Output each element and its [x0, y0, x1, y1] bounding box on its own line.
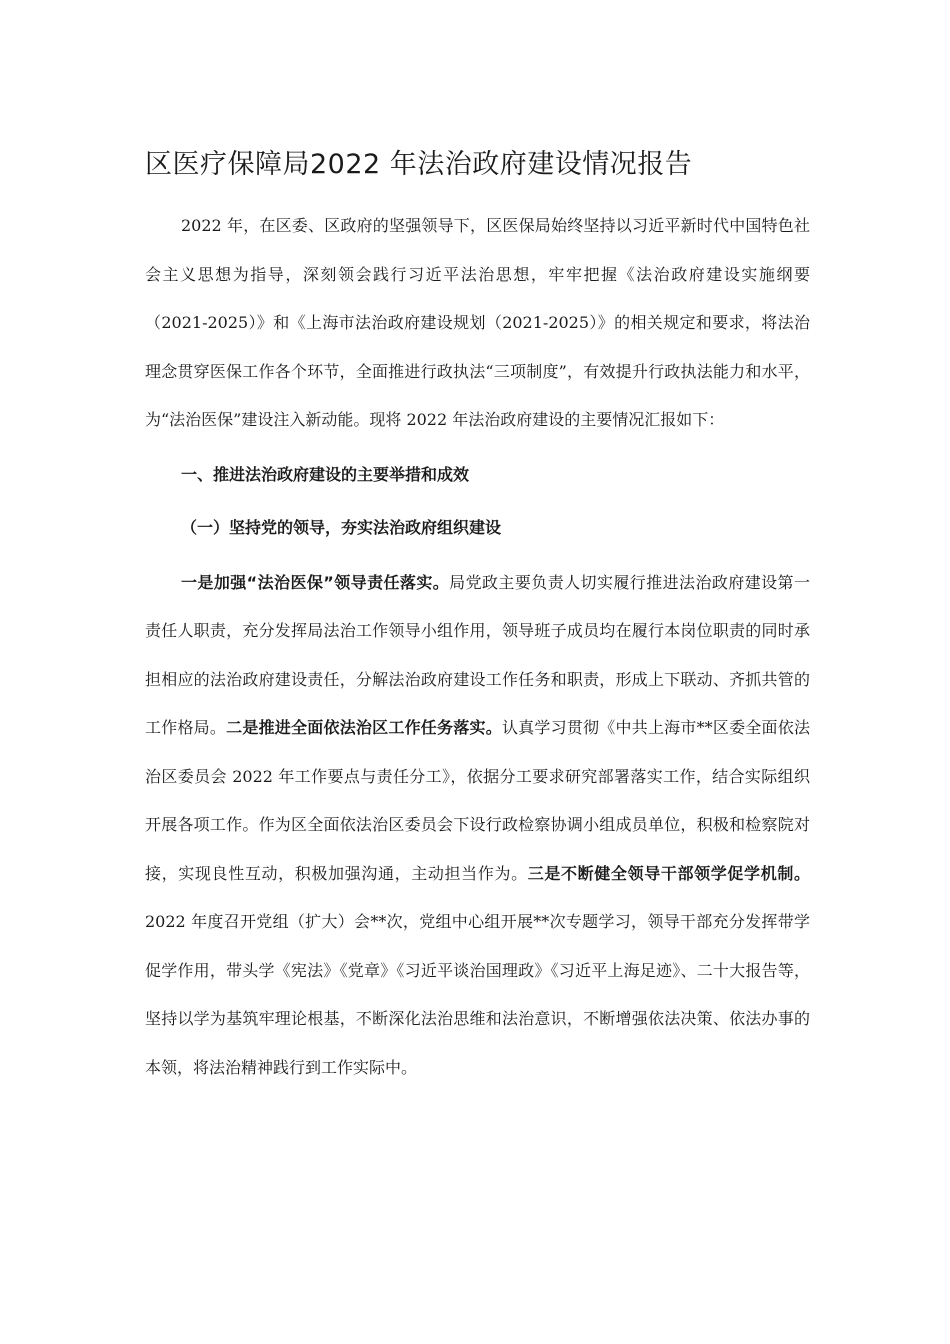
document-page	[145, 140, 810, 1092]
subsection-heading-1: （一）坚持党的领导，夯实法治政府组织建设	[181, 518, 502, 537]
section-heading-1: 一、推进法治政府建设的主要举措和成效	[181, 464, 470, 484]
intro-paragraph: 2022 年，在区委、区政府的坚强领导下，区医保局始终坚持以习近平新时代中国特色社会主义思想为指导，深刻领会践行习近平法治思想，牢牢把握《法治政府建设实施纲要（2021-2025）》和《上海市法治政府建设规划（2021-2025）》的相关规定和要求，将法治理念贯穿医保工作各个环节，全面推进行政执法“三项制度”，有效提升行政执法能力和水平，为“法治医保”建设注入新动能。现将 2022 年法治政府建设的主要情况汇报如下：	[145, 216, 810, 429]
point-one-lead: 一是加强“法治医保”领导责任落实。	[181, 572, 450, 592]
point-three-lead: 三是不断健全领导干部领学促学机制。	[527, 863, 810, 883]
body-paragraph	[145, 559, 810, 1093]
point-two-lead: 二是推进全面依法治区工作任务落实。	[226, 718, 502, 737]
point-three-text: 2022 年度召开党组（扩大）会**次，党组中心组开展**次专题学习，领导干部充分发挥带学促学作用，带头学《宪法》《党章》《习近平谈治国理政》《习近平上海足迹》、二十大报告等，坚持以学为基筑牢理论根基，不断深化法治思维和法治意识，不断增强依法决策、依法办事的本领，将法治精神践行到工作实际中。	[145, 912, 810, 1077]
point-two-text: 认真学习贯彻《中共上海市**区委全面依法治区委员会 2022 年工作要点与责任分工》，依据分工要求研究部署落实工作，结合实际组织开展各项工作。作为区全面依法治区委员会下设行政检察协调小组成员单位，积极和检察院对接，实现良性互动，积极加强沟通，主动担当作为。	[145, 718, 810, 883]
point-one-text: 局党政主要负责人切实履行推进法治政府建设第一责任人职责，充分发挥局法治工作领导小组作用，领导班子成员均在履行本岗位职责的同时承担相应的法治政府建设责任，分解法治政府建设工作任务和职责，形成上下联动、齐抓共管的工作格局。	[145, 572, 810, 737]
document-title: 区医疗保障局2022 年法治政府建设情况报告	[145, 149, 693, 180]
